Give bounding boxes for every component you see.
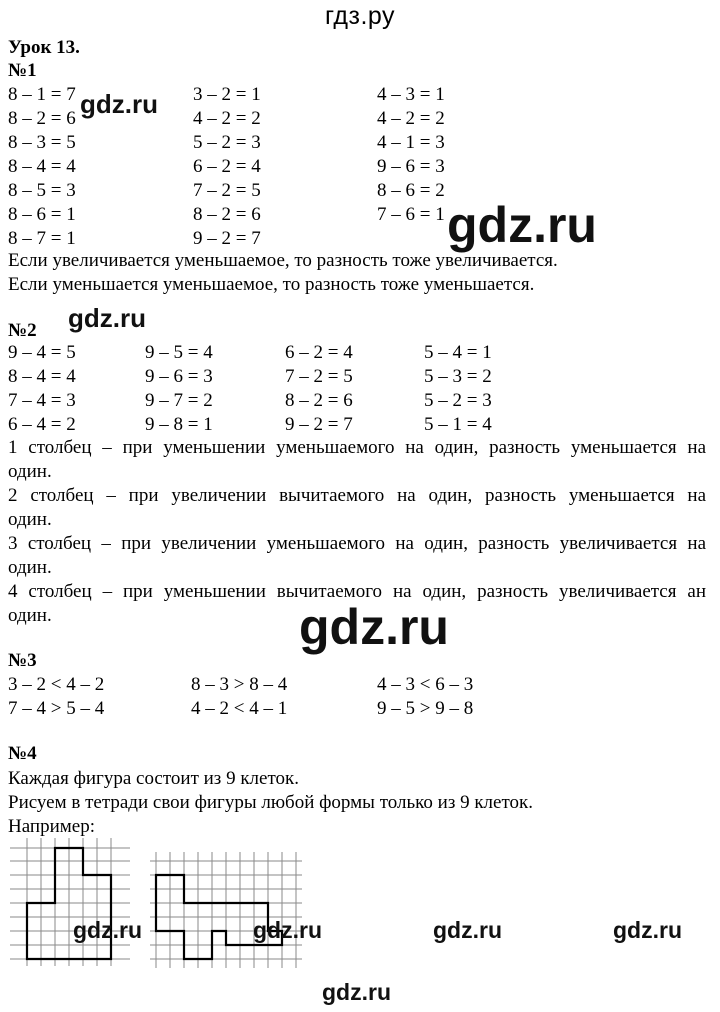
watermark: gdz.ru bbox=[68, 303, 146, 333]
figure-drawings bbox=[10, 838, 310, 970]
explanation-line: 3 столбец – при увеличении уменьшаемого на один, разность увеличивается на bbox=[8, 533, 706, 554]
comparison: 7 – 4 > 5 – 4 bbox=[8, 698, 105, 719]
equation: 8 – 3 = 5 bbox=[8, 132, 76, 153]
task4-line: Например: bbox=[8, 816, 95, 837]
equation: 4 – 2 = 2 bbox=[377, 108, 445, 129]
comparison: 8 – 3 > 8 – 4 bbox=[191, 674, 288, 695]
site-title: гдз.ру bbox=[324, 2, 396, 30]
equation: 9 – 7 = 2 bbox=[145, 390, 213, 411]
equation: 4 – 3 = 1 bbox=[377, 84, 445, 105]
equation: 7 – 4 = 3 bbox=[8, 390, 76, 411]
watermark: gdz.ru bbox=[73, 917, 142, 943]
equation: 9 – 8 = 1 bbox=[145, 414, 213, 435]
explanation-line: один. bbox=[8, 557, 52, 578]
explanation-line: 1 столбец – при уменьшении уменьшаемого на один, разность уменьшается на bbox=[8, 437, 706, 458]
equation: 5 – 1 = 4 bbox=[424, 414, 492, 435]
watermark: gdz.ru bbox=[299, 599, 449, 655]
grid-figure-2 bbox=[150, 852, 302, 968]
task1-conclusion: Если уменьшается уменьшаемое, то разность тоже уменьшается. bbox=[8, 274, 535, 295]
watermark: gdz.ru bbox=[253, 917, 322, 943]
equation: 9 – 6 = 3 bbox=[377, 156, 445, 177]
equation: 8 – 6 = 2 bbox=[377, 180, 445, 201]
lesson-title: Урок 13. bbox=[8, 37, 80, 58]
equation: 8 – 1 = 7 bbox=[8, 84, 76, 105]
equation: 8 – 2 = 6 bbox=[193, 204, 261, 225]
equation: 8 – 7 = 1 bbox=[8, 228, 76, 249]
grid-figure-1 bbox=[10, 838, 130, 966]
equation: 9 – 2 = 7 bbox=[285, 414, 353, 435]
equation: 8 – 4 = 4 bbox=[8, 156, 76, 177]
task4-line: Рисуем в тетради свои фигуры любой формы только из 9 клеток. bbox=[8, 792, 534, 813]
task2-heading: №2 bbox=[8, 320, 37, 341]
watermark: gdz.ru bbox=[80, 89, 158, 119]
explanation-line: один. bbox=[8, 509, 52, 530]
equation: 6 – 2 = 4 bbox=[193, 156, 261, 177]
task3-heading: №3 bbox=[8, 650, 37, 671]
equation: 3 – 2 = 1 bbox=[193, 84, 261, 105]
comparison: 4 – 2 < 4 – 1 bbox=[191, 698, 288, 719]
watermark: gdz.ru bbox=[322, 979, 391, 1005]
equation: 9 – 4 = 5 bbox=[8, 342, 76, 363]
equation: 8 – 4 = 4 bbox=[8, 366, 76, 387]
watermark: gdz.ru bbox=[433, 917, 502, 943]
equation: 9 – 5 = 4 bbox=[145, 342, 213, 363]
equation: 5 – 3 = 2 bbox=[424, 366, 492, 387]
equation: 9 – 2 = 7 bbox=[193, 228, 261, 249]
equation: 8 – 2 = 6 bbox=[8, 108, 76, 129]
equation: 6 – 2 = 4 bbox=[285, 342, 353, 363]
explanation-line: 2 столбец – при увеличении вычитаемого на один, разность уменьшается на bbox=[8, 485, 706, 506]
equation: 5 – 4 = 1 bbox=[424, 342, 492, 363]
comparison: 3 – 2 < 4 – 2 bbox=[8, 674, 105, 695]
explanation-line: один. bbox=[8, 605, 52, 626]
equation: 5 – 2 = 3 bbox=[193, 132, 261, 153]
equation: 8 – 2 = 6 bbox=[285, 390, 353, 411]
equation: 4 – 1 = 3 bbox=[377, 132, 445, 153]
equation: 7 – 6 = 1 bbox=[377, 204, 445, 225]
explanation-line: один. bbox=[8, 461, 52, 482]
equation: 4 – 2 = 2 bbox=[193, 108, 261, 129]
equation: 7 – 2 = 5 bbox=[285, 366, 353, 387]
equation: 6 – 4 = 2 bbox=[8, 414, 76, 435]
comparison: 9 – 5 > 9 – 8 bbox=[377, 698, 474, 719]
watermark: gdz.ru bbox=[613, 917, 682, 943]
task1-conclusion: Если увеличивается уменьшаемое, то разность тоже увеличивается. bbox=[8, 250, 558, 271]
task4-line: Каждая фигура состоит из 9 клеток. bbox=[8, 768, 299, 789]
equation: 8 – 6 = 1 bbox=[8, 204, 76, 225]
explanation-line: 4 столбец – при уменьшении вычитаемого на один, разность увеличивается ан bbox=[8, 581, 706, 602]
comparison: 4 – 3 < 6 – 3 bbox=[377, 674, 474, 695]
equation: 8 – 5 = 3 bbox=[8, 180, 76, 201]
equation: 5 – 2 = 3 bbox=[424, 390, 492, 411]
task1-heading: №1 bbox=[8, 60, 37, 81]
equation: 9 – 6 = 3 bbox=[145, 366, 213, 387]
watermark: gdz.ru bbox=[447, 197, 597, 253]
equation: 7 – 2 = 5 bbox=[193, 180, 261, 201]
task4-heading: №4 bbox=[8, 743, 37, 764]
